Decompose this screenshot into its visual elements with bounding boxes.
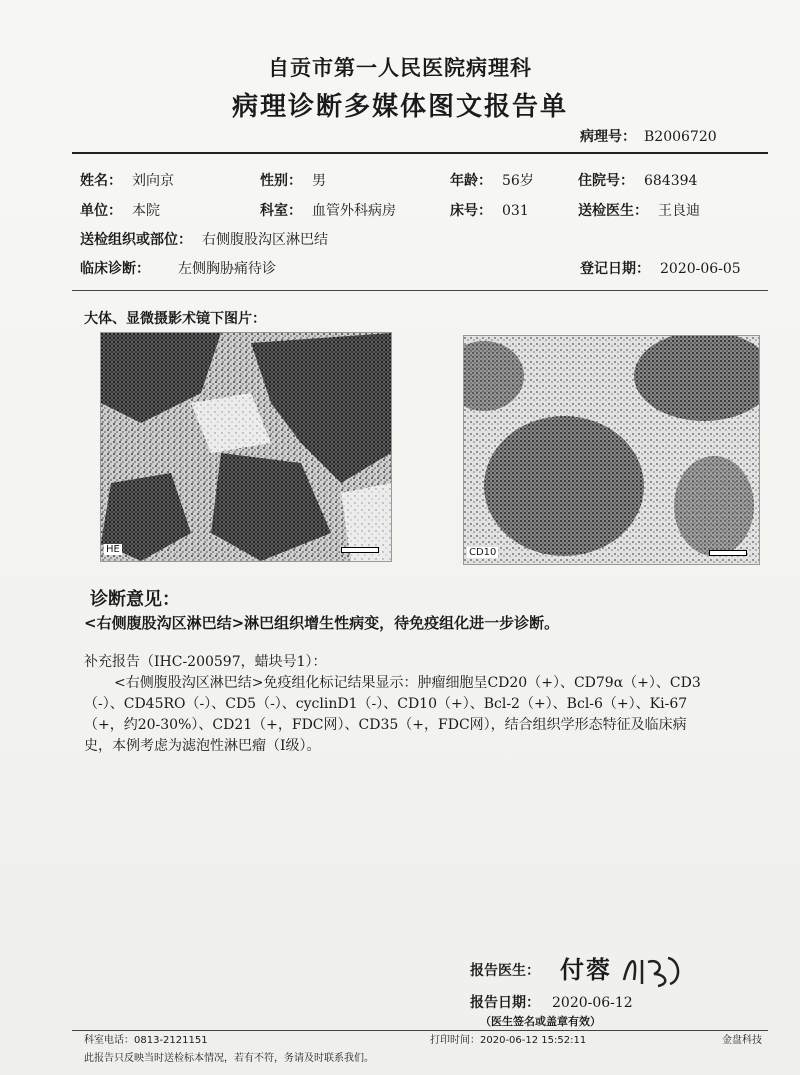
- supplementary-report: [84, 652, 704, 757]
- report-title: 病理诊断多媒体图文报告单: [231, 92, 568, 122]
- images-section-label: 大体、显微摄影术镜下图片：: [84, 311, 266, 327]
- footer-print-time: 打印时间：2020-06-12 15:52:11: [430, 1035, 587, 1046]
- scale-bar-icon: [709, 550, 747, 556]
- field-specimen: [80, 229, 328, 249]
- report-date-label: 报告日期：: [470, 995, 540, 1011]
- report-date-value: 2020-06-12: [552, 995, 633, 1011]
- pathology-number-value: B2006720: [644, 129, 717, 145]
- sex-label: 性别：: [260, 173, 302, 189]
- micrograph-he: [100, 332, 392, 562]
- supplementary-title: 补充报告（IHC-200597，蜡块号1）：: [84, 654, 327, 670]
- header-divider: [72, 152, 768, 154]
- field-name: [80, 170, 174, 190]
- report-doctor-label: [470, 960, 540, 980]
- doctor-value: 王良迪: [658, 203, 700, 219]
- footer-phone: 科室电话：0813-2121151: [84, 1035, 208, 1046]
- micrograph-cd10-image: [464, 336, 759, 564]
- pathology-number: [580, 126, 717, 146]
- specimen-label: 送检组织或部位：: [80, 232, 192, 248]
- micrograph-he-caption: HE: [106, 544, 120, 555]
- reg-date-label: 登记日期：: [580, 261, 650, 277]
- age-label: 年龄：: [450, 173, 492, 189]
- footer-vendor: 金盘科技: [722, 1035, 762, 1046]
- clinical-label: 临床诊断：: [80, 261, 150, 277]
- unit-label: 单位：: [80, 203, 122, 219]
- inpatient-no-label: 住院号：: [578, 173, 634, 189]
- age-value: 56岁: [502, 173, 534, 189]
- field-reg-date: [580, 258, 741, 278]
- report-doctor-name: 付蓉: [560, 956, 612, 984]
- field-doctor: [578, 200, 700, 220]
- reg-date-value: 2020-06-05: [660, 261, 741, 277]
- supplementary-body: <右侧腹股沟区淋巴结>免疫组化标记结果显示：肿瘤细胞呈CD20（+）、CD79α（+）、CD3（-）、CD45RO（-）、CD5（-）、cyclinD1（-）、CD10（+）、Bcl-2（+）、Bcl-6（+）、Ki-67（+，约20-30%）、CD21（+，FDC网）、CD35（+，FDC网），结合组织学形态特征及临床病史，本例考虑为滤泡性淋巴瘤（Ⅰ级）。: [84, 675, 701, 754]
- clinical-value: 左侧胸胁痛待诊: [178, 261, 276, 277]
- bed-label: 床号：: [450, 203, 492, 219]
- report-doctor-label-text: 报告医生：: [470, 963, 540, 979]
- field-dept: [260, 200, 396, 220]
- diagnosis-text: <右侧腹股沟区淋巴结>淋巴组织增生性病变，待免疫组化进一步诊断。: [84, 614, 560, 632]
- dept-label: 科室：: [260, 203, 302, 219]
- field-unit: [80, 200, 160, 220]
- hospital-name: 自贡市第一人民医院病理科: [268, 55, 532, 80]
- pathology-number-label: 病理号：: [580, 129, 636, 145]
- report-date: [470, 992, 633, 1012]
- specimen-value: 右侧腹股沟区淋巴结: [202, 232, 328, 248]
- field-age: [450, 170, 534, 190]
- micrograph-cd10-caption: CD10: [469, 547, 497, 558]
- field-inpatient-no: [578, 170, 697, 190]
- micrograph-he-image: [101, 333, 391, 561]
- dept-value: 血管外科病房: [312, 203, 396, 219]
- bed-value: 031: [502, 203, 529, 219]
- unit-value: 本院: [132, 203, 160, 219]
- name-label: 姓名：: [80, 173, 122, 189]
- name-value: 刘向京: [132, 173, 174, 189]
- field-bed: [450, 200, 529, 220]
- footer-disclaimer: 此报告只反映当时送检标本情况，若有不符，务请及时联系我们。: [84, 1053, 374, 1064]
- diagnosis-heading: 诊断意见：: [90, 589, 180, 610]
- inpatient-no-value: 684394: [644, 173, 698, 189]
- signature-note: （医生签名或盖章有效）: [480, 1015, 601, 1028]
- micrograph-cd10: [463, 335, 760, 565]
- info-divider: [72, 290, 768, 291]
- field-clinical: [80, 258, 276, 278]
- signature-scrawl-icon: [620, 950, 690, 990]
- scale-bar-icon: [341, 547, 379, 553]
- field-sex: [260, 170, 326, 190]
- doctor-label: 送检医生：: [578, 203, 648, 219]
- sex-value: 男: [312, 173, 326, 189]
